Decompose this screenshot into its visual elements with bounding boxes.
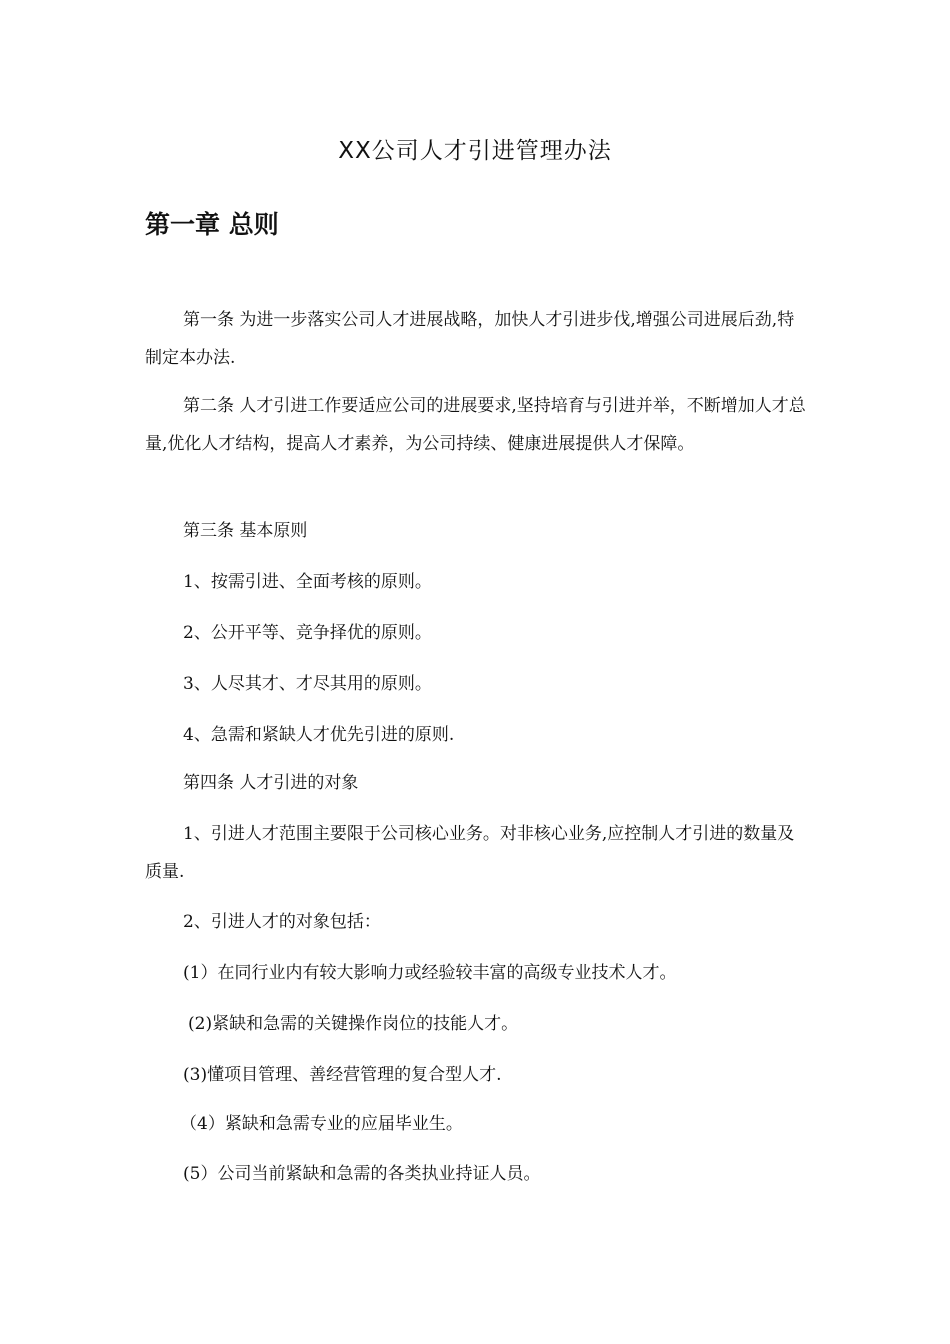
principle-item: 1、按需引进、全面考核的原则。 xyxy=(183,572,432,592)
article-2: 第二条 人才引进工作要适应公司的进展要求,坚持培育与引进并举，不断增加人才总量,优化人才结构，提高人才素养，为公司持续、健康进展提供人才保障。 xyxy=(145,396,806,454)
article-4: 第四条 人才引进的对象 xyxy=(183,773,359,793)
targets-intro: 2、引进人才的对象包括： xyxy=(183,912,381,932)
article-1: 第一条 为进一步落实公司人才进展战略，加快人才引进步伐,增强公司进展后劲,特制定本办法. xyxy=(145,310,795,368)
scope-paragraph: 1、引进人才范围主要限于公司核心业务。对非核心业务,应控制人才引进的数量及质量. xyxy=(145,824,795,882)
target-item: (5）公司当前紧缺和急需的各类执业持证人员。 xyxy=(183,1164,541,1184)
principle-item: 4、急需和紧缺人才优先引进的原则. xyxy=(183,725,455,745)
target-item: (2)紧缺和急需的关键操作岗位的技能人才。 xyxy=(188,1014,519,1034)
principle-item: 3、人尽其才、才尽其用的原则。 xyxy=(183,674,432,694)
principle-item: 2、公开平等、竞争择优的原则。 xyxy=(183,623,432,643)
target-item: (1）在同行业内有较大影响力或经验较丰富的高级专业技术人才。 xyxy=(183,963,677,983)
article-3: 第三条 基本原则 xyxy=(183,521,308,541)
target-item: （4）紧缺和急需专业的应届毕业生。 xyxy=(180,1114,463,1134)
chapter-heading: 第一章 总则 xyxy=(145,210,279,239)
document-title: XX公司人才引进管理办法 xyxy=(338,138,612,164)
target-item: (3)懂项目管理、善经营管理的复合型人才. xyxy=(183,1065,502,1085)
